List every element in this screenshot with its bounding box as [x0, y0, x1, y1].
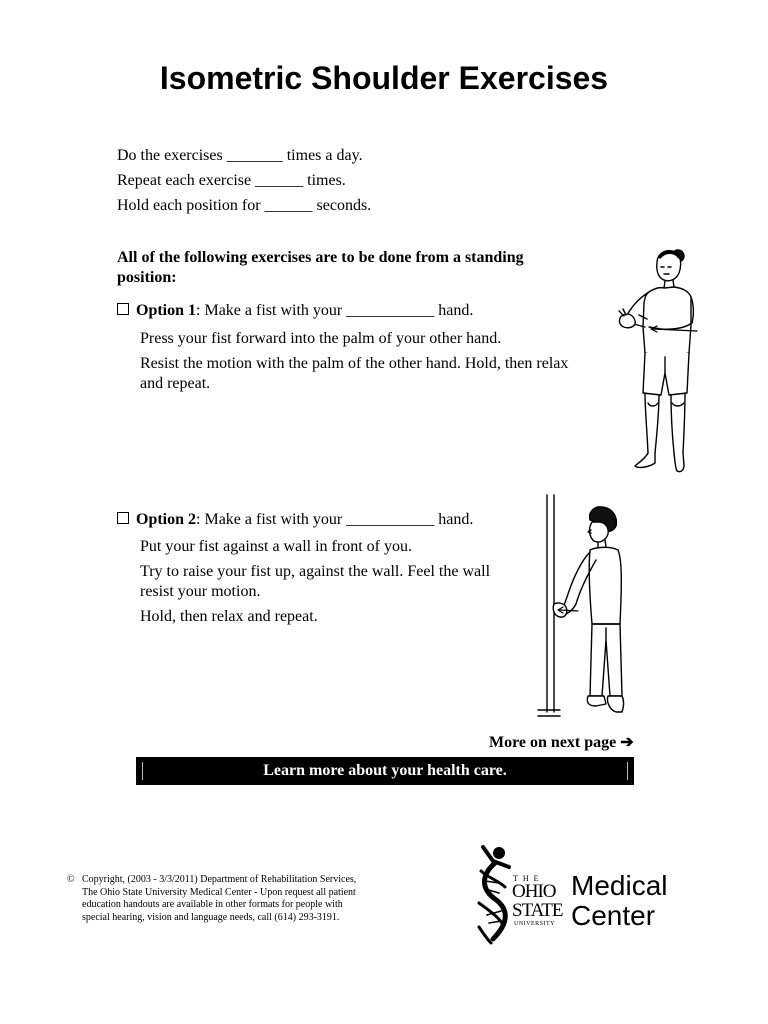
- banner-divider: [142, 762, 143, 780]
- option-step: Hold, then relax and repeat.: [140, 608, 318, 625]
- logo-center: Center: [571, 900, 656, 931]
- more-on-next-page: [489, 732, 634, 752]
- option-1: [117, 302, 473, 320]
- option-step: Put your fist against a wall in front of you.: [140, 538, 412, 555]
- instruction-line: Repeat each exercise ______ times.: [117, 172, 346, 189]
- instruction-line: Hold each position for ______ seconds.: [117, 197, 372, 214]
- checkbox-icon: [117, 512, 129, 524]
- logo-state: STATE: [512, 900, 563, 921]
- position-heading: All of the following exercises are to be done from a standing position:: [117, 249, 524, 286]
- page-title: Isometric Shoulder Exercises: [159, 60, 609, 96]
- osu-medical-center-logo: [469, 841, 679, 946]
- option-label: Option 2: [136, 511, 197, 528]
- instruction-line: Do the exercises _______ times a day.: [117, 147, 363, 164]
- health-care-banner: [136, 757, 634, 785]
- option-2: [117, 511, 473, 529]
- exercise-1-illustration: [605, 245, 705, 480]
- medical-center-wordmark: [571, 871, 667, 931]
- option-label: Option 1: [136, 302, 197, 319]
- banner-divider: [627, 762, 628, 780]
- more-next-label: More on next page: [489, 734, 617, 751]
- arrow-right-icon: ➔: [620, 734, 634, 751]
- logo-medical: Medical: [571, 870, 668, 901]
- option-text: : Make a fist with your ___________ hand.: [196, 511, 474, 528]
- copyright-symbol: ©: [67, 874, 75, 885]
- option-step: Try to raise your fist up, against the wall. Feel the wall resist your motion.: [140, 563, 491, 600]
- osu-wordmark: [512, 874, 564, 930]
- checkbox-icon: [117, 303, 129, 315]
- option-text: : Make a fist with your ___________ hand.: [196, 302, 474, 319]
- banner-text: Learn more about your health care.: [263, 762, 507, 779]
- exercise-2-illustration: [530, 490, 640, 720]
- logo-ohio: OHIO: [512, 881, 556, 902]
- logo-the: THE: [513, 874, 544, 883]
- option-step: Press your fist forward into the palm of your other hand.: [140, 330, 502, 347]
- option-step: Resist the motion with the palm of the other hand. Hold, then relax and repeat.: [140, 355, 569, 392]
- copyright-text: Copyright, (2003 - 3/3/2011) Department of Rehabilitation Services, The Ohio State University Medical Center - Upon request all patient education handouts are available in other formats for people with special hearing, vision and language needs, call (614) 293-3191.: [82, 874, 357, 923]
- logo-university: UNIVERSITY: [514, 921, 555, 927]
- copyright-notice: [67, 874, 367, 924]
